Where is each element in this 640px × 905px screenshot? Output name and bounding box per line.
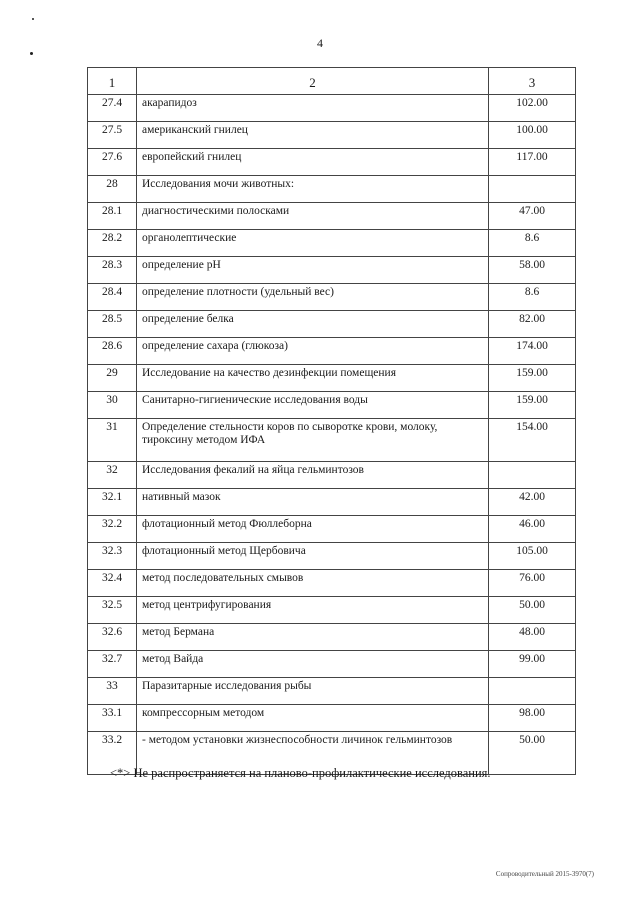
row-number: 27.6	[88, 149, 137, 176]
row-price: 159.00	[489, 365, 576, 392]
table-row	[88, 516, 576, 543]
row-name: Исследования фекалий на яйца гельминтозов	[137, 462, 489, 489]
row-price: 174.00	[489, 338, 576, 365]
row-price: 42.00	[489, 489, 576, 516]
table-row	[88, 338, 576, 365]
row-name: Исследования мочи животных:	[137, 176, 489, 203]
table-row	[88, 230, 576, 257]
row-number: 30	[88, 392, 137, 419]
row-price: 50.00	[489, 732, 576, 775]
table-row	[88, 203, 576, 230]
row-price: 154.00	[489, 419, 576, 462]
table-row	[88, 95, 576, 122]
row-price: 47.00	[489, 203, 576, 230]
table-row	[88, 284, 576, 311]
row-price: 98.00	[489, 705, 576, 732]
row-price: 105.00	[489, 543, 576, 570]
row-number: 32.3	[88, 543, 137, 570]
table-row	[88, 311, 576, 338]
table-row	[88, 624, 576, 651]
row-name: американский гнилец	[137, 122, 489, 149]
row-name: акарапидоз	[137, 95, 489, 122]
table-row	[88, 705, 576, 732]
table-row	[88, 678, 576, 705]
table-row	[88, 462, 576, 489]
header-col-2: 2	[137, 68, 489, 95]
row-price: 48.00	[489, 624, 576, 651]
row-number: 32.2	[88, 516, 137, 543]
row-price	[489, 176, 576, 203]
footnote: <*> Не распространяется на планово-профилактические исследования.	[110, 766, 491, 780]
row-name: метод Бермана	[137, 624, 489, 651]
row-price: 100.00	[489, 122, 576, 149]
row-number: 32	[88, 462, 137, 489]
row-name: - методом установки жизнеспособности личинок гельминтозов	[137, 732, 489, 775]
row-number: 28.1	[88, 203, 137, 230]
row-number: 28.2	[88, 230, 137, 257]
row-price: 76.00	[489, 570, 576, 597]
row-name: диагностическими полосками	[137, 203, 489, 230]
header-col-3: 3	[489, 68, 576, 95]
row-name: флотационный метод Щербовича	[137, 543, 489, 570]
scan-speck	[30, 52, 33, 55]
row-name: флотационный метод Фюллеборна	[137, 516, 489, 543]
row-name: европейский гнилец	[137, 149, 489, 176]
table-header-row	[88, 68, 576, 95]
row-number: 32.7	[88, 651, 137, 678]
price-table	[87, 67, 576, 775]
table-row	[88, 597, 576, 624]
table-row	[88, 419, 576, 462]
row-number: 32.4	[88, 570, 137, 597]
table-row	[88, 365, 576, 392]
row-price: 58.00	[489, 257, 576, 284]
row-number: 32.1	[88, 489, 137, 516]
header-col-1: 1	[88, 68, 137, 95]
row-price: 99.00	[489, 651, 576, 678]
table-row	[88, 392, 576, 419]
row-name: Паразитарные исследования рыбы	[137, 678, 489, 705]
row-name: органолептические	[137, 230, 489, 257]
row-price: 8.6	[489, 230, 576, 257]
row-number: 33.2	[88, 732, 137, 775]
row-price: 117.00	[489, 149, 576, 176]
row-number: 27.4	[88, 95, 137, 122]
row-name: Исследование на качество дезинфекции помещения	[137, 365, 489, 392]
row-name: нативный мазок	[137, 489, 489, 516]
row-price	[489, 462, 576, 489]
table-row	[88, 570, 576, 597]
document-code: Сопроводительный 2015-3970(7)	[495, 870, 594, 878]
row-name: метод Вайда	[137, 651, 489, 678]
row-number: 33	[88, 678, 137, 705]
row-name: метод центрифугирования	[137, 597, 489, 624]
table-row	[88, 489, 576, 516]
table-row	[88, 149, 576, 176]
row-number: 28.4	[88, 284, 137, 311]
table-row	[88, 176, 576, 203]
row-price: 8.6	[489, 284, 576, 311]
row-number: 27.5	[88, 122, 137, 149]
table-row	[88, 257, 576, 284]
row-number: 29	[88, 365, 137, 392]
row-name: определение белка	[137, 311, 489, 338]
row-price: 159.00	[489, 392, 576, 419]
row-name: определение плотности (удельный вес)	[137, 284, 489, 311]
row-number: 31	[88, 419, 137, 462]
row-number: 28	[88, 176, 137, 203]
scan-speck	[32, 18, 34, 20]
table-row	[88, 122, 576, 149]
row-name: компрессорным методом	[137, 705, 489, 732]
row-number: 32.5	[88, 597, 137, 624]
row-name: Санитарно-гигиенические исследования воды	[137, 392, 489, 419]
row-number: 33.1	[88, 705, 137, 732]
row-name: определение сахара (глюкоза)	[137, 338, 489, 365]
row-price: 102.00	[489, 95, 576, 122]
row-name: определение pH	[137, 257, 489, 284]
row-number: 28.6	[88, 338, 137, 365]
page-number: 4	[317, 36, 323, 50]
row-number: 32.6	[88, 624, 137, 651]
row-price: 82.00	[489, 311, 576, 338]
row-name: метод последовательных смывов	[137, 570, 489, 597]
row-price: 50.00	[489, 597, 576, 624]
table-row	[88, 543, 576, 570]
row-price: 46.00	[489, 516, 576, 543]
table-row	[88, 651, 576, 678]
row-number: 28.5	[88, 311, 137, 338]
row-name: Определение стельности коров по сыворотке крови, молоку, тироксину методом ИФА	[137, 419, 489, 462]
row-number: 28.3	[88, 257, 137, 284]
row-price	[489, 678, 576, 705]
